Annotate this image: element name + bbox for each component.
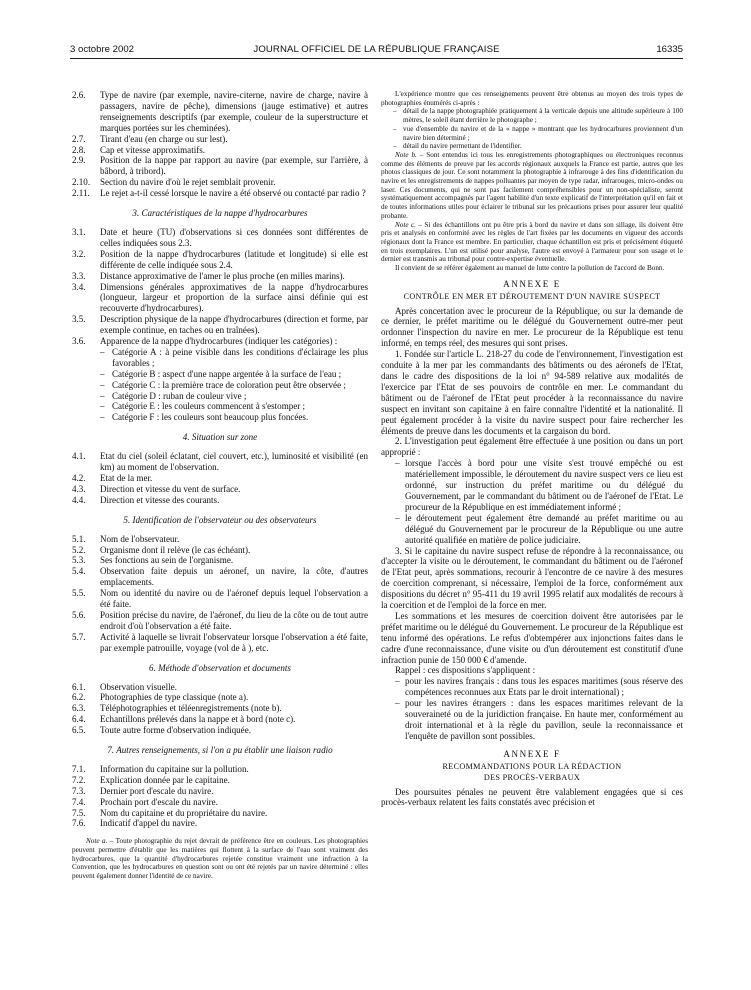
dash-item	[100, 412, 368, 423]
dash-item-text: Catégorie F : les couleurs sont beaucoup plus foncées.	[112, 412, 309, 423]
dash-item	[100, 369, 368, 380]
item-text: Dernier port d'escale du navire.	[100, 785, 214, 796]
item-number: 7.3.	[72, 785, 86, 796]
item-text: Apparence de la nappe d'hydrocarbures (indiquer les catégories) :	[100, 336, 338, 347]
annex-e-title: ANNEXE E	[503, 278, 561, 289]
item-number: 2.6.	[72, 90, 86, 100]
item-text: Date et heure (TU) d'observations si ces données sont différentes de celles indiquées sous 2.3.	[100, 226, 368, 248]
item-text: Nom du capitaine et du propriétaire du navire.	[100, 807, 268, 818]
item-text: Le rejet a-t-il cessé lorsque le navire a été observé ou contacté par radio ?	[100, 188, 366, 199]
list-item	[72, 764, 368, 775]
list-item	[72, 775, 368, 786]
dash-item-text: vue d'ensemble du navire et de la « nappe » montrant que les hydrocarbures proviennent d'un navire bien déterminé ;	[403, 124, 683, 142]
item-number: 7.5.	[72, 807, 86, 818]
note-c-text: – Si des échantillons ont pu être pris à bord du navire et dans son sillage, ils doivent être pris et analysés en conformité avec les règles de l'art fixées par les documents en vigueur des accords régionaux dont la France est membre. En particulier, chaque échantillon est pris et précisément étiqueté en trois exemplaires. L'un est utilisé pour analyse, l'autre est envoyé à l'armateur pour son usage et le dernier est transmis au tribunal pour contre-expertise éventuelle.	[381, 220, 683, 264]
dash-marker: –	[100, 390, 105, 401]
item-text: Observation visuelle.	[100, 681, 177, 692]
list-item	[72, 786, 368, 797]
dash-item	[395, 458, 683, 513]
item-number: 3.6.	[72, 336, 86, 347]
item-number: 6.1.	[72, 681, 86, 692]
item-number: 2.8.	[72, 144, 86, 155]
item-number: 3.1.	[72, 226, 86, 237]
list-item	[72, 451, 368, 473]
item-text: Tirant d'eau (en charge ou sur lest).	[100, 133, 228, 144]
dash-item	[395, 513, 683, 546]
item-text: Distance approximative de l'amer le plus proche (en milles marins).	[100, 270, 345, 281]
section-4-title: 4. Situation sur zone	[182, 432, 258, 443]
page-header	[70, 42, 683, 58]
item-text: Prochain port d'escale du navire.	[100, 796, 218, 807]
dash-item	[395, 698, 683, 742]
journal-title: JOURNAL OFFICIEL DE LA RÉPUBLIQUE FRANÇAISE	[253, 44, 500, 55]
annex-e-p2-list	[395, 458, 683, 545]
item-text: Etat du ciel (soleil éclatant, ciel couvert, etc.), luminosité et visibilité (en km) au moment de l'observation.	[100, 451, 368, 473]
list-item	[72, 818, 368, 829]
dash-marker: –	[100, 368, 105, 379]
dash-item	[393, 142, 683, 151]
photo-intro: L'expérience montre que ces renseignements peuvent être obtenus au moyen des trois types de photographies énumérés ci-après :	[381, 90, 683, 107]
note-a-text: – Toute photographie du rejet devrait de préférence être en couleurs. Les photographies peuvent permettre d'établir que les matières qui flottent à la surface de l'eau sont vraiment des hydrocarbures, que la quantité d'hydrocarbures rejetée constitue vraiment une infraction à la Convention, que les hydrocarbures en question sont ou ont été rejetés par un navire déterminé : elles peuvent également donner l'identité de ce navire.	[72, 837, 369, 881]
annex-e-reminder: Rappel : ces dispositions s'appliquent :	[395, 665, 536, 676]
item-number: 2.7.	[72, 133, 86, 144]
item-number: 7.2.	[72, 774, 86, 785]
list-section-4	[72, 451, 368, 506]
list-item	[72, 682, 368, 693]
dash-item-text: Catégorie C : la première trace de coloration peut être observée ;	[112, 379, 346, 390]
annex-f-title: ANNEXE F	[503, 748, 561, 759]
dash-item-text: le déroutement peut également être demandé au préfet maritime ou au délégué du Gouvernement par le procureur de la République ou une autre autorité qualifiée en matière de police judiciaire.	[405, 512, 683, 545]
item-number: 4.3.	[72, 483, 86, 494]
dash-item	[100, 391, 368, 402]
right-column	[381, 90, 683, 808]
list-item	[72, 473, 368, 484]
item-text: Organisme dont il relève (le cas échéant).	[100, 544, 251, 555]
list-item	[72, 484, 368, 495]
item-text: Nom ou identité du navire ou de l'aéronef depuis lequel l'observation a été faite.	[100, 588, 368, 610]
photo-types-list	[381, 107, 683, 151]
dash-item-text: détail de la nappe photographiée pratiquement à la verticale depuis une altitude supérieure à 100 mètres, le soleil étant derrière le photographe ;	[403, 107, 683, 125]
annex-e-intro: Après concertation avec le procureur de la République, ou sur la demande de ce dernier, le préfet maritime ou le délégué du Gouvernement outre-mer peut ordonner l'inspection du navire en mer. Le procureur de la République est tenu informé, en temps réel, des mesures qui sont prises.	[381, 305, 683, 349]
dash-marker: –	[395, 676, 400, 687]
annex-f-subtitle-1: RECOMMANDATIONS POUR LA RÉDACTION	[442, 761, 622, 771]
item-text: Section du navire d'où le rejet semblait provenir.	[100, 177, 276, 188]
item-text: Cap et vitesse approximatifs.	[100, 144, 206, 155]
note-bonn: Il convient de se référer également au manuel de lutte contre la pollution de l'accord de Bonn.	[395, 264, 665, 273]
item-number: 4.4.	[72, 494, 86, 505]
item-number: 3.3.	[72, 270, 86, 281]
item-text: Position de la nappe d'hydrocarbures (latitude et longitude) si elle est différente de celle indiquée sous 2.4.	[100, 248, 368, 270]
item-number: 5.6.	[72, 609, 86, 620]
dash-item	[395, 676, 683, 698]
dash-item	[100, 347, 368, 369]
dash-marker: –	[393, 107, 397, 116]
note-a-label: Note a.	[86, 837, 108, 846]
item-text: Direction et vitesse du vent de surface.	[100, 483, 241, 494]
list-item	[72, 145, 368, 156]
dash-item-text: Catégorie E : les couleurs commencent à s'estomper ;	[112, 401, 306, 412]
list-item	[72, 177, 368, 188]
item-number: 5.2.	[72, 544, 86, 555]
dash-item	[100, 401, 368, 412]
dash-item	[393, 125, 683, 142]
dash-item	[393, 107, 683, 124]
annex-e-paragraph-1: 1. Fondée sur l'article L. 218-27 du code de l'environnement, l'investigation est conduite à la mer par les commandants des bâtiments ou des aéronefs de l'Etat, dans le cadre des dispositions de la loi n° 94-589 relative aux modalités de l'exercice par l'Etat de ses pouvoirs de contrôle en mer. Le commandant du bâtiment ou de l'aéronef de l'Etat peut procéder à la reconnaissance du navire suspect en invitant son capitaine à en faire connaître l'identité et la nationalité. Il peut également procéder à la visite du navire suspect pour faire rechercher les éléments de preuve dans les documents et la cargaison du bord.	[381, 349, 683, 436]
dash-marker: –	[395, 698, 400, 709]
list-item	[72, 134, 368, 145]
annex-e-paragraph-2: 2. L'investigation peut également être effectuée à une position ou dans un port approprié :	[381, 436, 683, 458]
item-text: Indicatif d'appel du navire.	[100, 818, 198, 829]
list-item	[72, 188, 368, 199]
list-item	[72, 725, 368, 736]
dash-marker: –	[100, 379, 105, 390]
item-number: 6.5.	[72, 725, 86, 736]
list-section-5	[72, 534, 368, 654]
page-number: 16335	[656, 44, 683, 55]
note-c-label: Note c.	[395, 220, 416, 229]
dash-item-text: détail du navire permettant de l'identifier.	[403, 142, 522, 151]
dash-marker: –	[100, 346, 105, 357]
item-number: 6.4.	[72, 714, 86, 725]
item-text: Activité à laquelle se livrait l'observateur lorsque l'observation a été faite, par exemple patrouille, voyage (vol de à ), etc.	[100, 631, 368, 653]
category-list	[100, 347, 368, 423]
item-text: Photographies de type classique (note a).	[100, 692, 249, 703]
list-item	[72, 227, 368, 249]
list-item	[72, 797, 368, 808]
list-section-3	[72, 227, 368, 347]
item-number: 3.5.	[72, 314, 86, 325]
list-item	[72, 610, 368, 632]
list-item	[72, 282, 368, 315]
section-3-title: 3. Caractéristiques de la nappe d'hydrocarbures	[132, 208, 308, 219]
list-item	[72, 808, 368, 819]
item-number: 5.3.	[72, 555, 86, 566]
item-number: 7.6.	[72, 818, 86, 829]
annex-f-paragraph-1: Des poursuites pénales ne peuvent être valablement engagées que si ces procès-verbaux relatent les faits constatés avec précision et	[381, 786, 683, 808]
list-item	[72, 692, 368, 703]
item-text: Toute autre forme d'observation indiquée.	[100, 725, 251, 736]
item-number: 4.1.	[72, 451, 86, 462]
item-text: Dimensions générales approximatives de la nappe d'hydrocarbures (longueur, largeur et proportion de la surface ainsi définie qui est recouverte d'hydrocarbures).	[100, 281, 368, 314]
list-item	[72, 249, 368, 271]
item-text: Nom de l'observateur.	[100, 533, 180, 544]
note-c	[381, 221, 683, 265]
item-text: Observation faite depuis un aéronef, un navire, la côte, d'autres emplacements.	[100, 566, 368, 588]
item-number: 2.11.	[72, 188, 90, 199]
note-b-text: – Sont entendus ici tous les enregistrements photographiques ou électroniques reconnus comme des éléments de preuve par les accords régionaux auxquels la France est partie, autres que les photos classiques de jour. Ce sont notamment la photographie à infrarouge à des fins d'identification du navire et les enregistrements de nappes polluantes par moyen de type radar, infrarouges, micro-ondes ou laser. Ces documents, qui ne sont pas facilement compréhensibles pour un non-spécialiste, seront systématiquement accompagnés par l'agent habilité d'un texte explicatif de l'interprétation qu'il en fait et de toutes informations utiles pour éclairer le tribunal sur les précautions prises pour assurer leur qualité probante.	[381, 150, 683, 220]
item-number: 2.9.	[72, 155, 86, 166]
annex-e-subtitle: CONTRÔLE EN MER ET DÉROUTEMENT D'UN NAVIRE SUSPECT	[403, 291, 661, 301]
dash-item-text: Catégorie D : ruban de couleur vive ;	[112, 390, 247, 401]
list-item	[72, 495, 368, 506]
item-text: Position de la nappe par rapport au navire (par exemple, sur l'arrière, à bâbord, à tribord).	[100, 155, 368, 177]
list-item	[72, 155, 368, 177]
item-number: 3.2.	[72, 248, 86, 259]
dash-marker: –	[395, 512, 400, 523]
dash-item-text: Catégorie A : à peine visible dans les conditions d'éclairage les plus favorables ;	[112, 346, 368, 368]
item-number: 2.10.	[72, 177, 91, 188]
list-item	[72, 314, 368, 336]
dash-item-text: pour les navires français : dans tous les espaces maritimes (sous réserve des compétences reconnues aux Etats par le droit international) ;	[405, 676, 683, 698]
list-item	[72, 534, 368, 545]
dash-marker: –	[100, 412, 105, 423]
list-section-7	[72, 764, 368, 829]
annex-e-paragraph-3: 3. Si le capitaine du navire suspect refuse de répondre à la reconnaissance, ou d'accepter la visite ou le déroutement, le commandant du bâtiment ou de l'aéronef de l'Etat peut, après sommations, recourir à l'encontre de ce navire à des mesures de coercition comprenant, si nécessaire, l'emploi de la force, conformément aux dispositions du décret n° 95-411 du 19 avril 1995 relatif aux modalités de recours à la coercition et de l'emploi de la force en mer.	[381, 545, 683, 611]
list-item	[72, 555, 368, 566]
list-item	[72, 271, 368, 282]
dash-item-text: lorsque l'accès à bord pour une visite s'est trouvé empêché ou est matériellement impossible, le déroutement du navire suspect vers ce lieu est ordonné, sur instruction du préfet maritime ou du délégué du Gouvernement, par le commandant du bâtiment ou de l'aéronef de l'Etat. Le procureur de la République en est immédiatement informé ;	[405, 458, 683, 512]
section-7-title: 7. Autres renseignements, si l'on a pu établir une liaison radio	[107, 745, 333, 756]
dash-item-text: pour les navires étrangers : dans les espaces maritimes relevant de la souveraineté ou de la juridiction française. En haute mer, conformément au droit international et à la règle du pavillon, seule la reconnaissance et l'enquête de pavillon sont possibles.	[405, 698, 683, 741]
section-5-title: 5. Identification de l'observateur ou des observateurs	[123, 514, 317, 525]
item-number: 6.3.	[72, 703, 86, 714]
item-text: Echantillons prélevés dans la nappe et à bord (note c).	[100, 714, 296, 725]
list-section-2	[72, 90, 368, 199]
note-a	[72, 837, 368, 881]
item-number: 5.4.	[72, 566, 86, 577]
item-number: 7.1.	[72, 763, 86, 774]
item-text: Etat de la mer.	[100, 473, 153, 483]
list-item	[72, 714, 368, 725]
item-number: 3.4.	[72, 281, 86, 292]
item-text: Type de navire (par exemple, navire-citerne, navire de charge, navire à passagers, navire de pêche), dimensions (jauge estimative) et autres renseignements descriptifs (par exemple, couleur de la superstructure et marques portées sur les cheminées).	[100, 90, 368, 133]
list-item	[72, 90, 368, 134]
annex-f-subtitle-2: DES PROCÈS-VERBAUX	[483, 772, 581, 782]
item-text: Ses fonctions au sein de l'organisme.	[100, 555, 234, 566]
item-number: 5.1.	[72, 533, 86, 544]
dash-marker: –	[100, 401, 105, 412]
annex-e-reminder-list	[395, 676, 683, 741]
list-section-6	[72, 682, 368, 737]
item-number: 4.2.	[72, 473, 86, 483]
header-rule	[70, 58, 683, 59]
dash-marker: –	[393, 124, 397, 133]
list-item	[72, 588, 368, 610]
list-item	[72, 566, 368, 588]
section-6-title: 6. Méthode d'observation et documents	[149, 662, 291, 673]
item-text: Direction et vitesse des courants.	[100, 494, 220, 505]
dash-marker: –	[393, 142, 397, 151]
list-item	[72, 632, 368, 654]
list-item	[72, 336, 368, 347]
note-b	[381, 151, 683, 221]
item-text: Information du capitaine sur la pollution.	[100, 763, 249, 774]
list-item	[72, 703, 368, 714]
item-text: Position précise du navire, de l'aéronef, du lieu de la côte ou de tout autre endroit d'où l'observation a été faite.	[100, 609, 368, 631]
dash-item	[100, 380, 368, 391]
item-number: 5.5.	[72, 588, 86, 599]
issue-date: 3 octobre 2002	[70, 44, 135, 55]
list-item	[72, 545, 368, 556]
note-b-label: Note b.	[395, 150, 417, 159]
item-text: Description physique de la nappe d'hydrocarbures (direction et forme, par exemple continue, en taches ou en traînées).	[100, 314, 368, 336]
item-text: Explication donnée par le capitaine.	[100, 774, 230, 785]
item-number: 7.4.	[72, 796, 86, 807]
annex-e-paragraph-4: Les sommations et les mesures de coercition doivent être autorisées par le préfet maritime ou le délégué du Gouvernement. Le procureur de la République est tenu informé des opérations. Le refus d'obtempérer aux injonctions faites dans le cadre d'une reconnaissance, d'une visite ou d'un déroutement est constitutif d'une infraction punie de 150 000 € d'amende.	[381, 610, 683, 665]
item-number: 5.7.	[72, 631, 86, 642]
item-number: 6.2.	[72, 692, 86, 703]
item-text: Téléphotographies et téléenregistrements (note b).	[100, 703, 282, 714]
dash-item-text: Catégorie B : aspect d'une nappe argentée à la surface de l'eau ;	[112, 368, 342, 379]
dash-marker: –	[395, 458, 400, 469]
left-column	[72, 90, 368, 881]
